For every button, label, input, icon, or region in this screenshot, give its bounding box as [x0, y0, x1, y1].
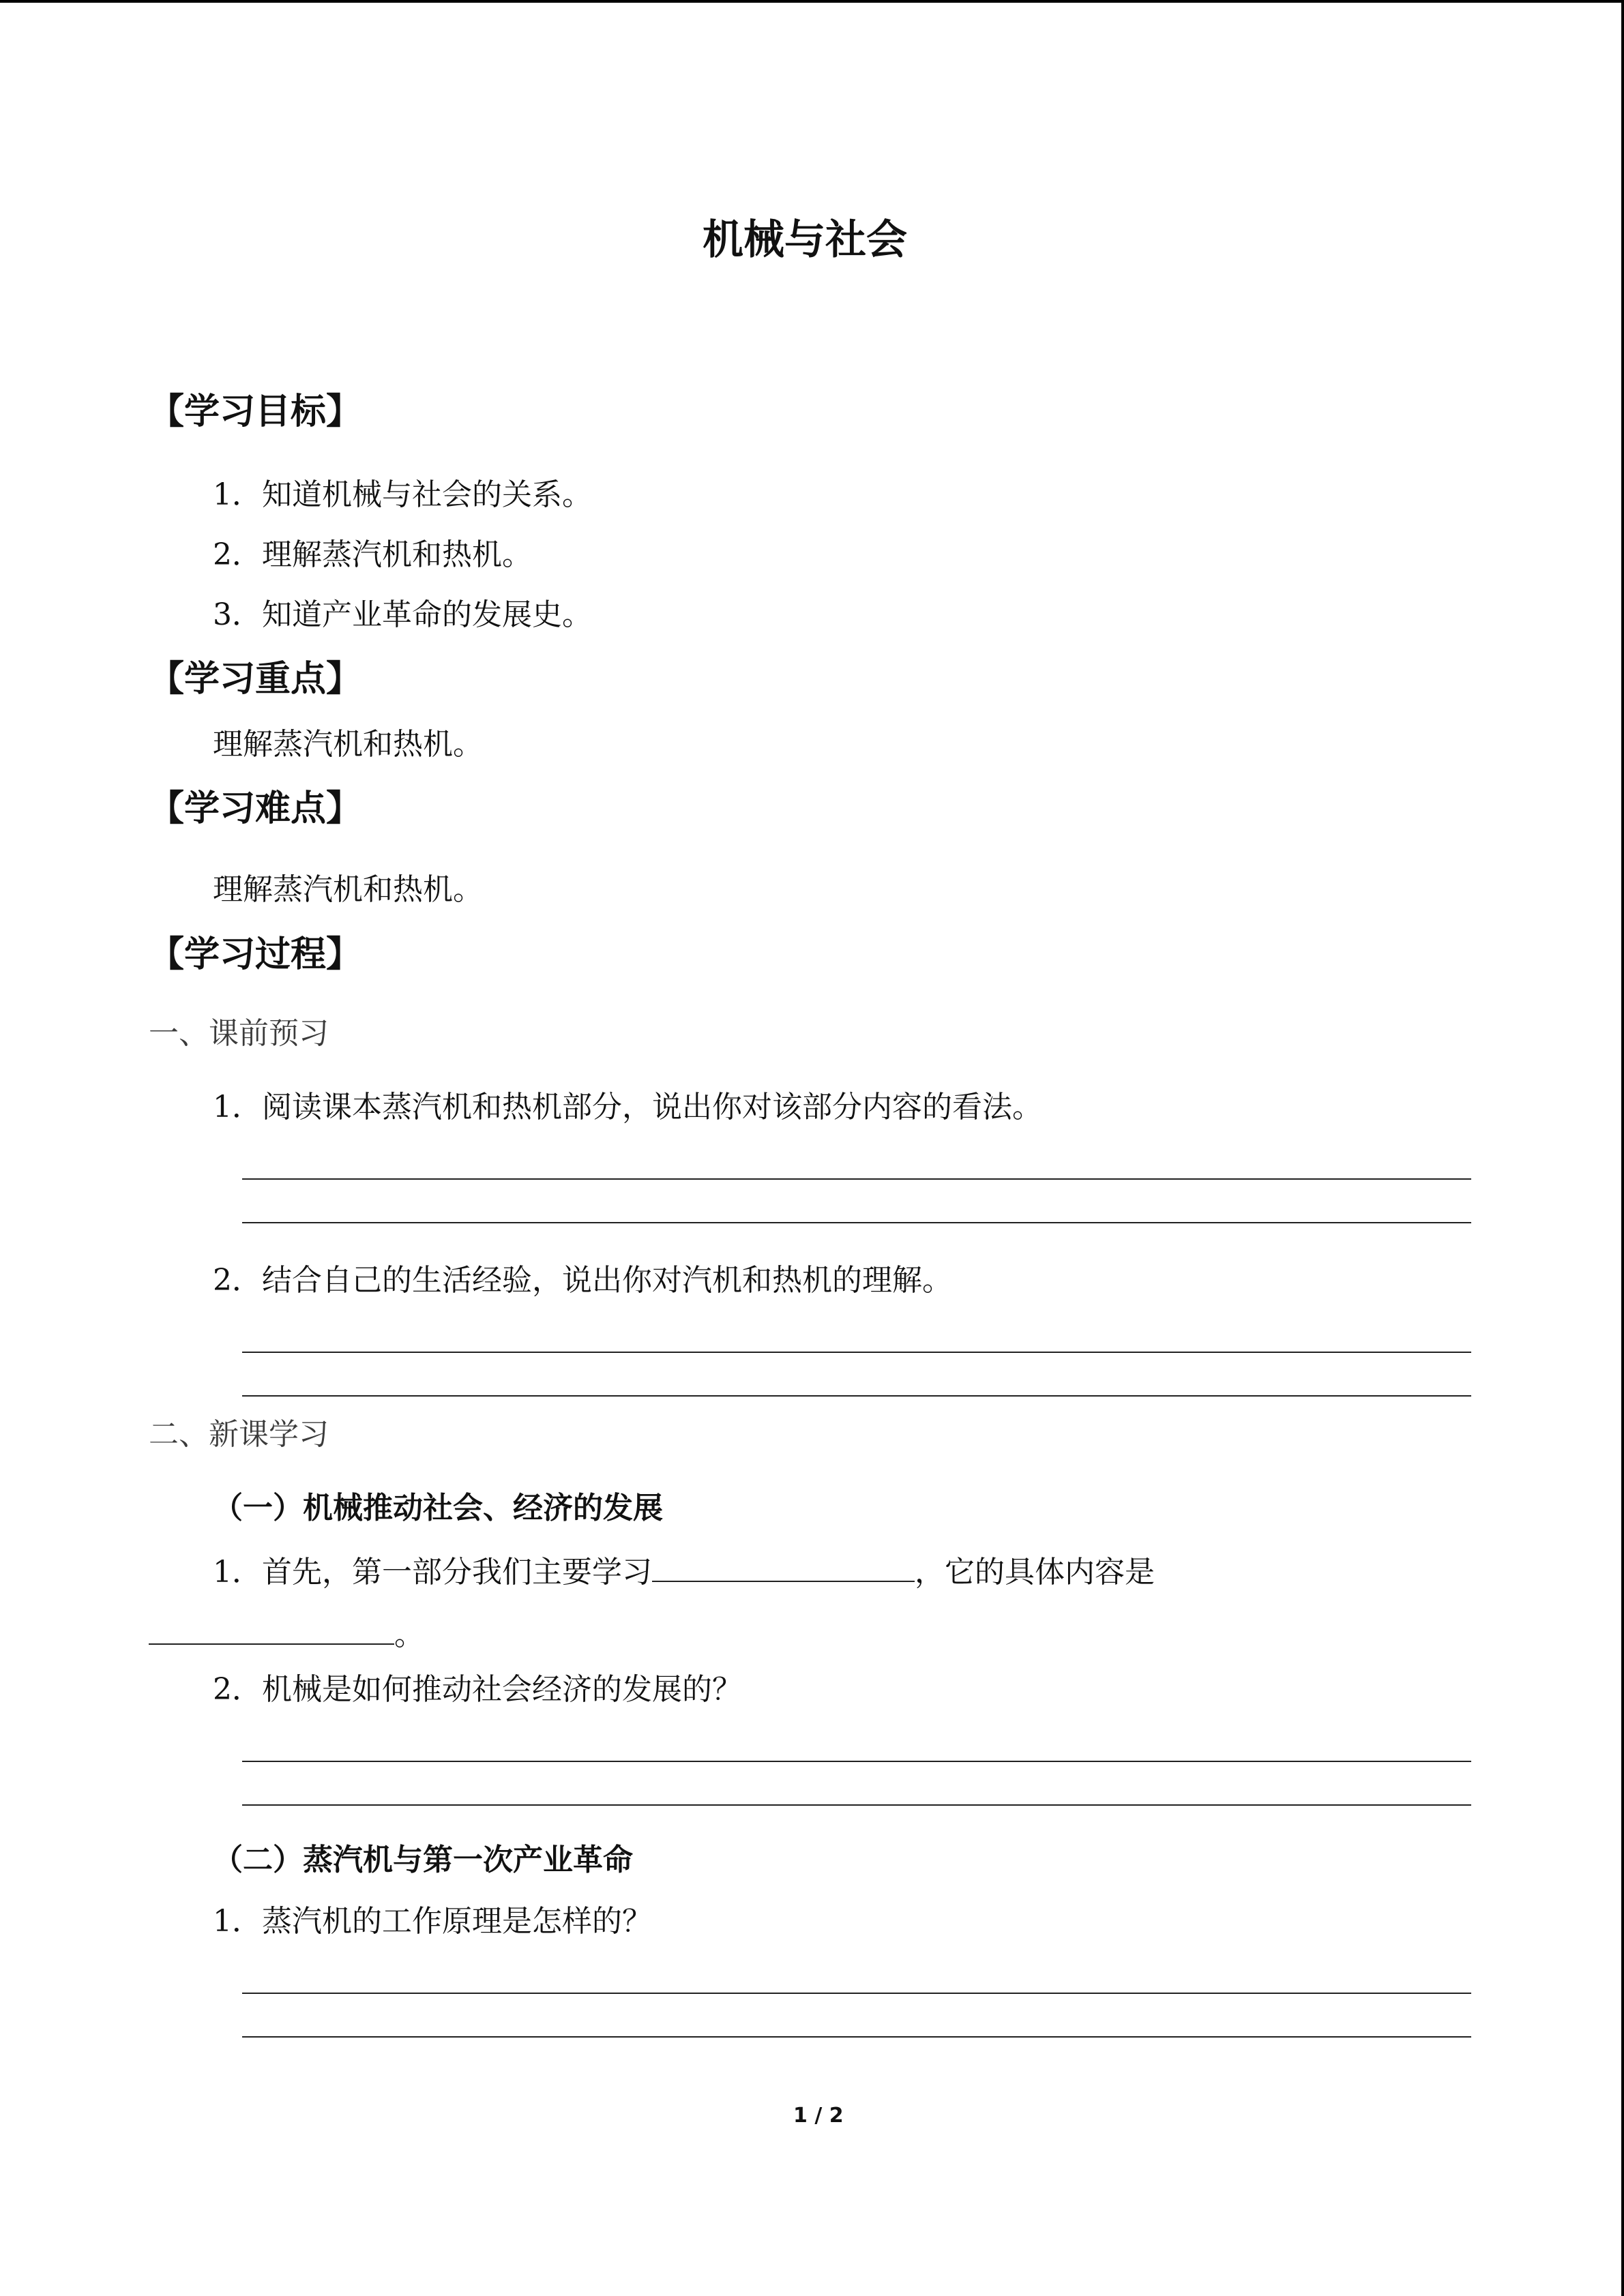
key-points-text: 理解蒸汽机和热机。 — [213, 727, 483, 762]
preview-question-1: 1．阅读课本蒸汽机和热机部分，说出你对该部分内容的看法。 — [213, 1090, 1042, 1124]
answer-line[interactable] — [242, 1804, 1471, 1806]
answer-line[interactable] — [242, 1993, 1471, 1994]
page-title: 机械与社会 — [703, 216, 907, 264]
answer-line[interactable] — [242, 2036, 1471, 2038]
process-heading: 【学习过程】 — [149, 934, 362, 975]
answer-line[interactable] — [242, 1222, 1471, 1223]
part1-question-1-continuation — [149, 1617, 424, 1650]
fill-blank[interactable] — [149, 1617, 394, 1645]
answer-line[interactable] — [242, 1761, 1471, 1762]
page-right-border — [1621, 0, 1624, 2296]
part1-question-1-start: 1．首先，第一部分我们主要学习 — [213, 1555, 652, 1590]
new-lesson-section-title: 二、新课学习 — [149, 1417, 329, 1452]
answer-line[interactable] — [242, 1352, 1471, 1353]
part1-question-1-middle: ，它的具体内容是 — [915, 1555, 1155, 1590]
part2-title: （二）蒸汽机与第一次产业革命 — [213, 1843, 633, 1877]
part1-question-1 — [213, 1555, 1155, 1590]
part2-question-1: 1．蒸汽机的工作原理是怎样的？ — [213, 1904, 652, 1939]
page-number: 1 / 2 — [793, 2104, 844, 2128]
preview-question-2: 2．结合自己的生活经验，说出你对汽机和热机的理解。 — [213, 1263, 952, 1298]
part1-question-1-end: 。 — [394, 1617, 424, 1652]
key-points-heading: 【学习重点】 — [149, 659, 362, 700]
page-top-border — [0, 0, 1624, 3]
fill-blank[interactable] — [652, 1555, 915, 1582]
objective-item: 2．理解蒸汽机和热机。 — [213, 537, 532, 572]
difficulties-heading: 【学习难点】 — [149, 788, 362, 829]
part1-question-2: 2．机械是如何推动社会经济的发展的？ — [213, 1672, 742, 1707]
part1-title: （一）机械推动社会、经济的发展 — [213, 1491, 663, 1525]
objectives-heading: 【学习目标】 — [149, 391, 362, 432]
answer-line[interactable] — [242, 1395, 1471, 1397]
preview-section-title: 一、课前预习 — [149, 1016, 329, 1051]
answer-line[interactable] — [242, 1178, 1471, 1180]
difficulties-text: 理解蒸汽机和热机。 — [213, 872, 483, 907]
objective-item: 3．知道产业革命的发展史。 — [213, 597, 592, 632]
objective-item: 1．知道机械与社会的关系。 — [213, 477, 592, 512]
